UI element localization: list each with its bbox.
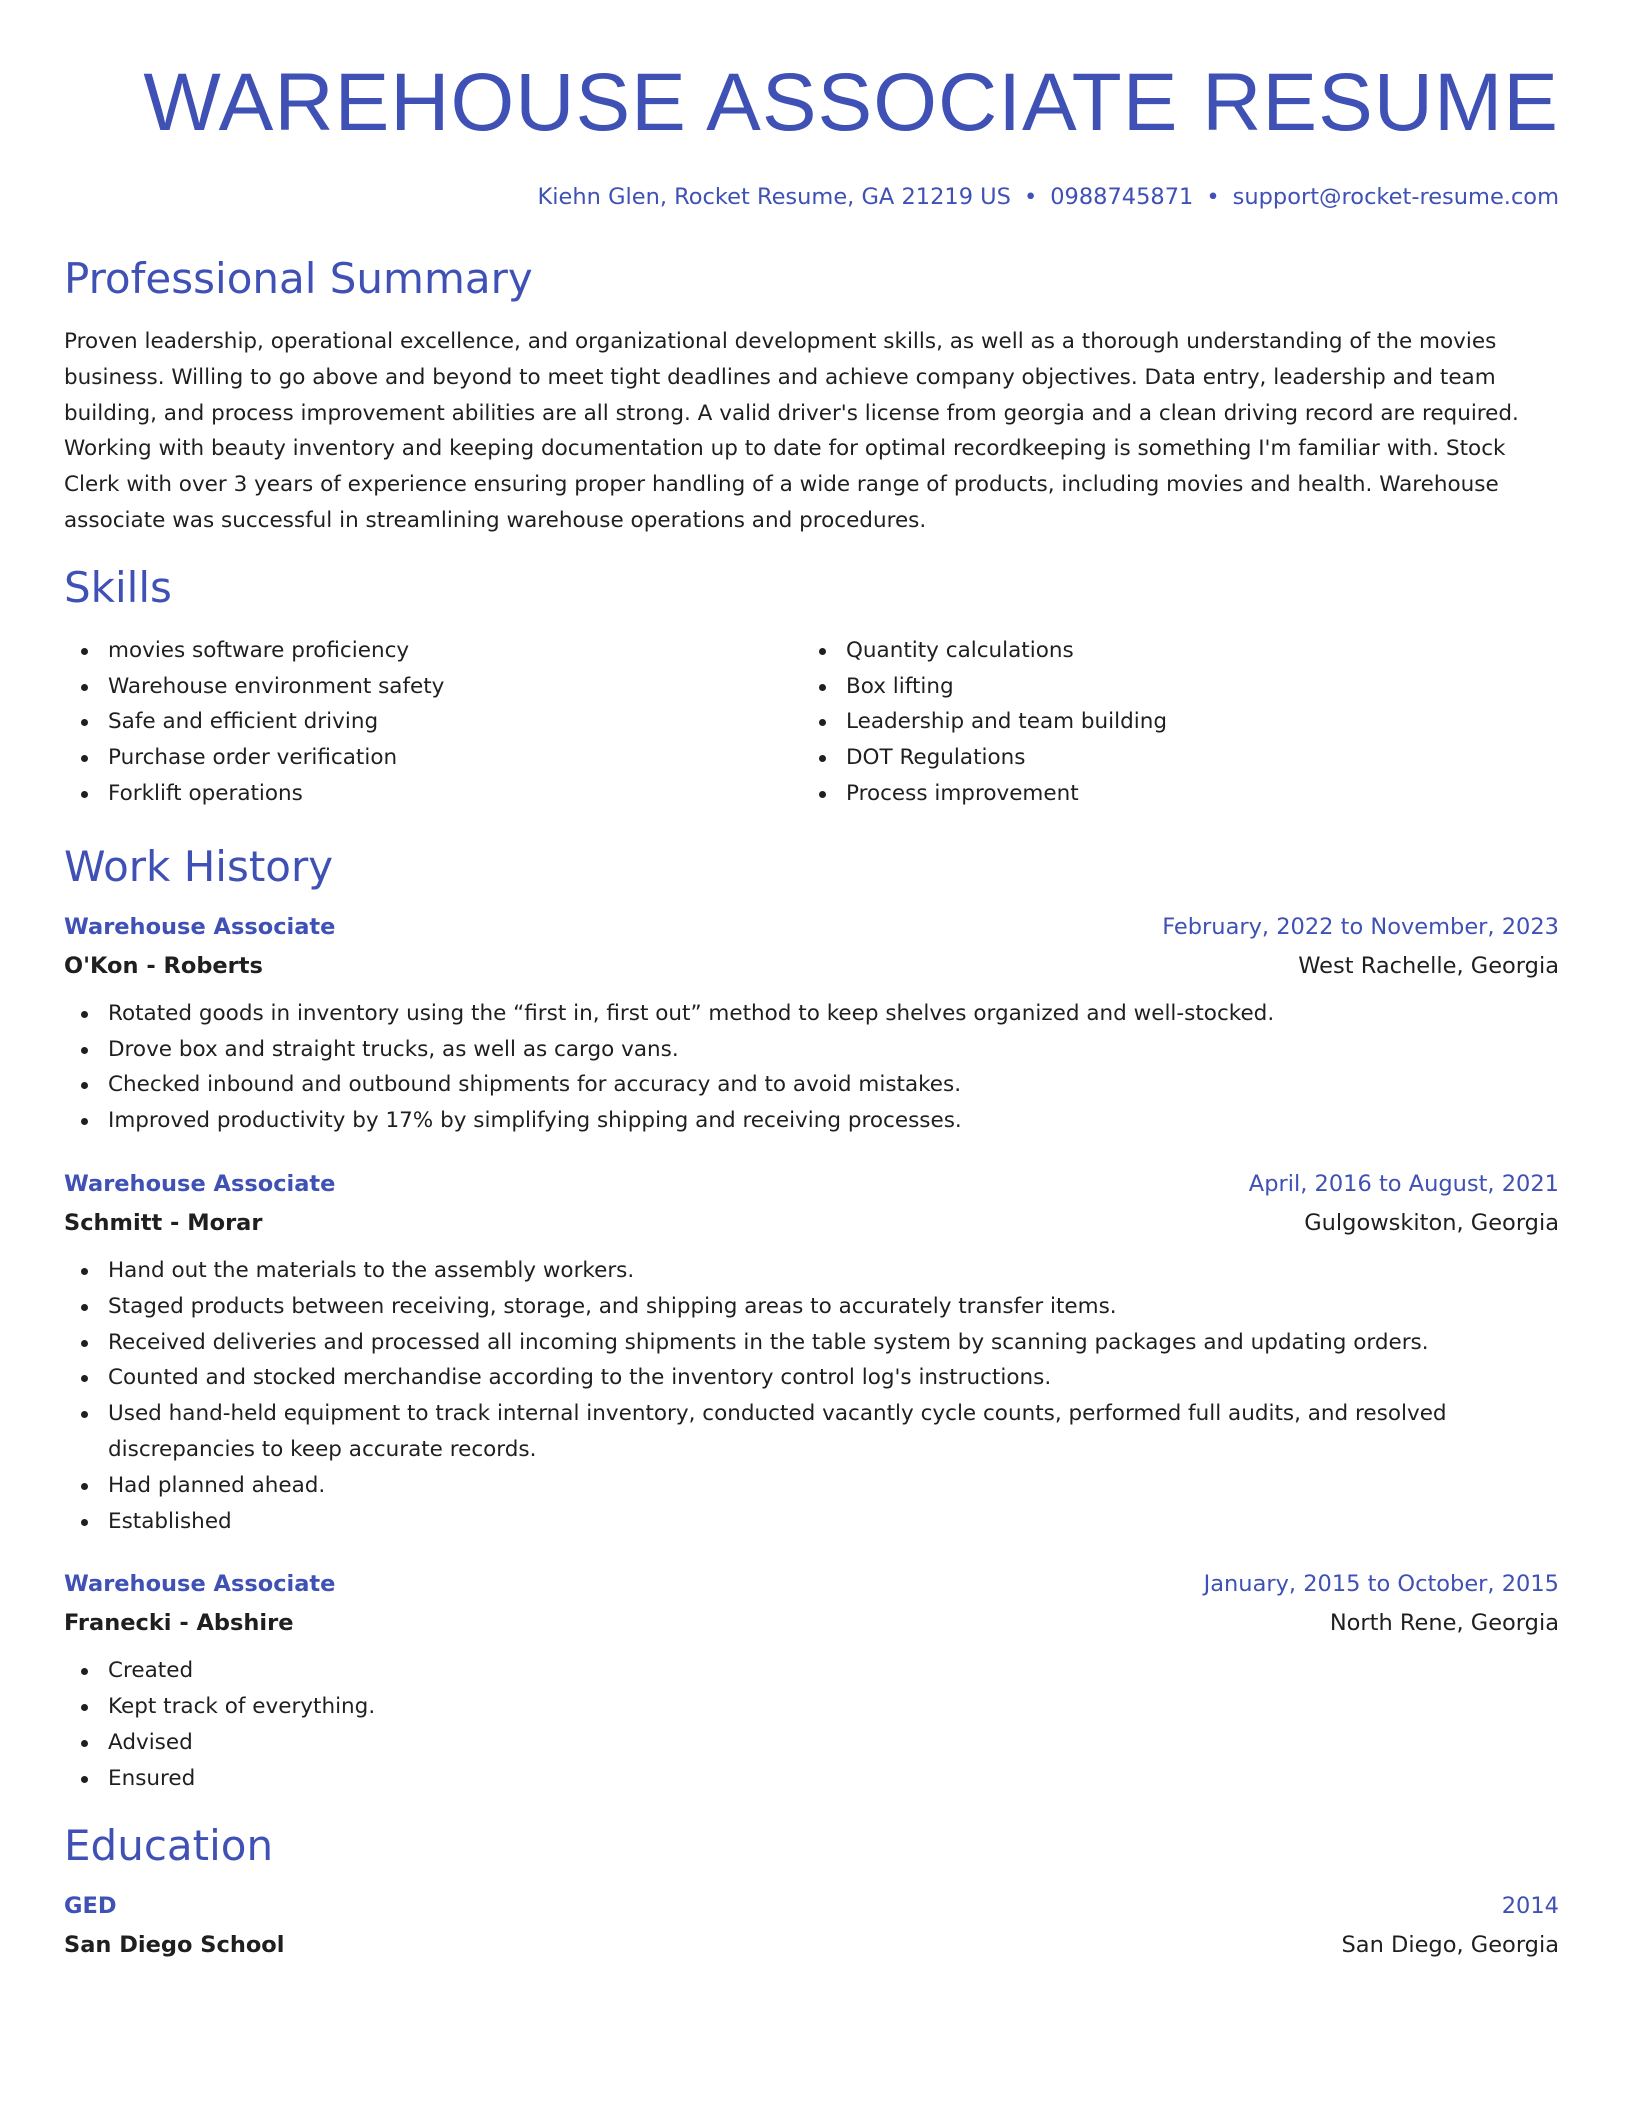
job-bullet: Received deliveries and processed all incoming shipments in the table system by scanning packages and updating orders. [64, 1325, 1559, 1361]
skills-grid [64, 633, 1559, 812]
skill-item: Quantity calculations [802, 633, 1540, 669]
job-location: West Rachelle, Georgia [1298, 952, 1559, 979]
job-dates: April, 2016 to August, 2021 [1248, 1170, 1559, 1197]
education-school-row [64, 1925, 1559, 1965]
job-title: Warehouse Associate [64, 913, 336, 940]
job-location: Gulgowskiton, Georgia [1304, 1209, 1559, 1236]
skill-item: Leadership and team building [802, 704, 1540, 740]
job-header-row [64, 908, 1559, 946]
job-entry [64, 908, 1559, 1139]
resume-page [64, 0, 1559, 1965]
education-header-row [64, 1887, 1559, 1925]
job-bullets [64, 1653, 1559, 1796]
job-bullet: Established [64, 1504, 1559, 1540]
job-title: Warehouse Associate [64, 1571, 336, 1598]
job-company-row [64, 946, 1559, 986]
contact-phone: 0988745871 [1050, 184, 1194, 210]
job-bullet: Created [64, 1653, 1559, 1689]
job-bullet: Rotated goods in inventory using the “first in, first out” method to keep shelves organized and well-stocked. [64, 996, 1559, 1032]
job-bullets [64, 996, 1559, 1139]
education-location: San Diego, Georgia [1341, 1931, 1559, 1958]
education-school: San Diego School [64, 1931, 285, 1958]
work-history-heading: Work History [64, 841, 334, 891]
job-bullet: Advised [64, 1725, 1559, 1761]
skill-item: Box lifting [802, 669, 1540, 705]
skill-item: Warehouse environment safety [64, 669, 802, 705]
skill-item: Safe and efficient driving [64, 704, 802, 740]
skills-list-left [64, 633, 802, 812]
education-year: 2014 [1501, 1892, 1559, 1919]
job-bullet: Kept track of everything. [64, 1689, 1559, 1725]
skill-item: Forklift operations [64, 776, 802, 812]
education-entry [64, 1887, 1559, 1965]
job-header-row [64, 1165, 1559, 1203]
job-bullet: Used hand-held equipment to track internal inventory, conducted vacantly cycle counts, performed full audits, and resolved discrepancies to keep accurate records. [64, 1396, 1559, 1468]
job-company: O'Kon - Roberts [64, 952, 263, 979]
skills-heading: Skills [64, 562, 172, 612]
job-company-row [64, 1203, 1559, 1243]
job-bullet: Had planned ahead. [64, 1468, 1559, 1504]
job-bullets [64, 1253, 1559, 1539]
job-company: Schmitt - Morar [64, 1209, 263, 1236]
job-bullet: Hand out the materials to the assembly workers. [64, 1253, 1559, 1289]
contact-separator: • [1206, 184, 1220, 210]
education-degree: GED [64, 1892, 117, 1919]
contact-separator: • [1023, 184, 1038, 210]
skill-item: Purchase order verification [64, 740, 802, 776]
education-heading: Education [64, 1820, 274, 1870]
job-bullet: Improved productivity by 17% by simplifying shipping and receiving processes. [64, 1103, 1559, 1139]
skill-item: DOT Regulations [802, 740, 1540, 776]
skill-item: movies software proficiency [64, 633, 802, 669]
job-entry [64, 1165, 1559, 1539]
job-company: Franecki - Abshire [64, 1610, 294, 1637]
contact-email: support@rocket-resume.com [1232, 184, 1559, 210]
job-bullet: Drove box and straight trucks, as well as cargo vans. [64, 1032, 1559, 1068]
job-bullet: Counted and stocked merchandise according to the inventory control log's instructions. [64, 1360, 1559, 1396]
job-header-row [64, 1565, 1559, 1603]
job-bullet: Staged products between receiving, storage, and shipping areas to accurately transfer items. [64, 1289, 1559, 1325]
summary-heading: Professional Summary [64, 254, 533, 303]
skills-list-right [802, 633, 1540, 812]
job-entry [64, 1565, 1559, 1796]
job-location: North Rene, Georgia [1329, 1610, 1559, 1637]
skill-item: Process improvement [802, 776, 1540, 812]
job-dates: February, 2022 to November, 2023 [1162, 913, 1559, 940]
job-bullet: Ensured [64, 1761, 1559, 1797]
job-dates: January, 2015 to October, 2015 [1203, 1571, 1559, 1598]
resume-title: WAREHOUSE ASSOCIATE RESUME [143, 57, 1559, 148]
job-title: Warehouse Associate [64, 1170, 336, 1197]
summary-text: Proven leadership, operational excellence, and organizational development skills, as well as a thorough understanding of the movies business. Willing to go above and beyond to meet tight deadlines and achieve company objectives. Data entry, leadership and team building, and process improvement abilities are all strong. A valid driver's license from georgia and a clean driving record are required. Working with beauty inventory and keeping documentation up to date for optimal recordkeeping is something I'm familiar with. Stock Clerk with over 3 years of experience ensuring proper handling of a wide range of products, including movies and health. Warehouse associate was successful in streamlining warehouse operations and procedures. [64, 329, 1519, 533]
job-company-row [64, 1603, 1559, 1643]
contact-line [64, 182, 1559, 212]
job-bullet: Checked inbound and outbound shipments for accuracy and to avoid mistakes. [64, 1067, 1559, 1103]
contact-address: Kiehn Glen, Rocket Resume, GA 21219 US [537, 184, 1011, 210]
